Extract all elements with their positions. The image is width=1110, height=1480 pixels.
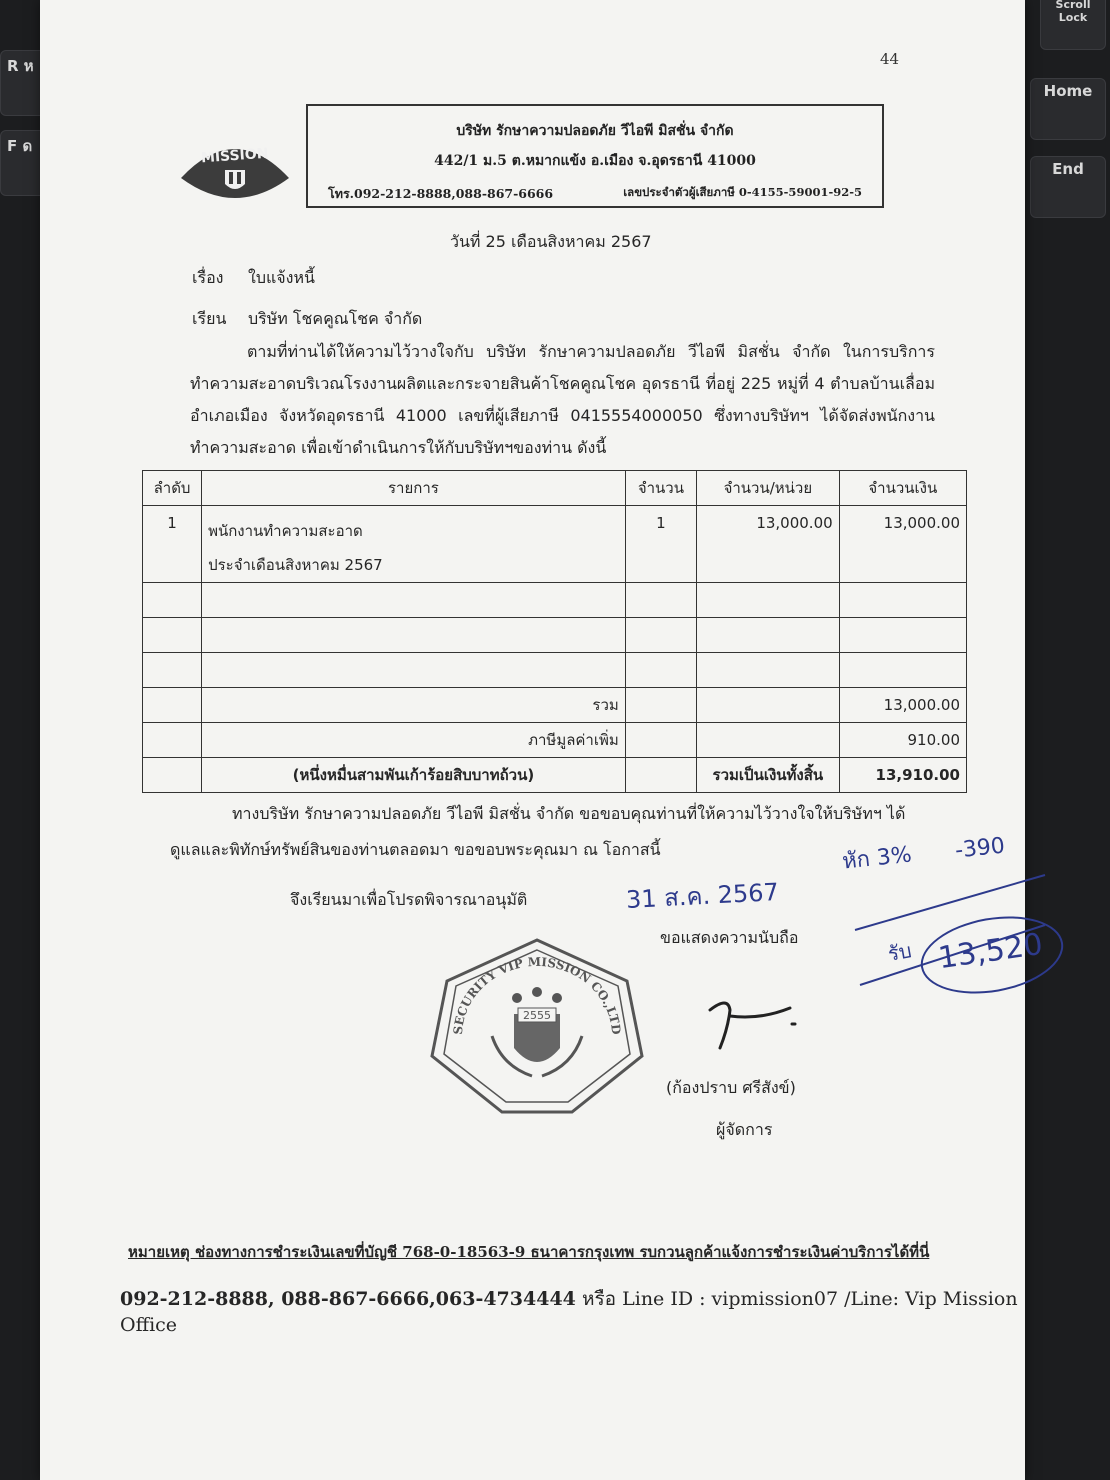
table-header: จำนวนเงิน bbox=[839, 471, 966, 506]
subtotal-value: 13,000.00 bbox=[839, 688, 966, 723]
recipient-value: บริษัท โชคคูณโชค จำกัด bbox=[248, 309, 423, 328]
amount-in-words: (หนึ่งหมื่นสามพันเก้าร้อยสิบบาทถ้วน) bbox=[202, 758, 626, 793]
recipient-label: เรียน bbox=[192, 309, 227, 328]
key-label: End bbox=[1052, 160, 1084, 178]
item-amount: 13,000.00 bbox=[839, 506, 966, 583]
table-header: ลำดับ bbox=[143, 471, 202, 506]
handwritten-received-label: รับ bbox=[886, 938, 914, 966]
keyboard-key-end bbox=[1030, 156, 1106, 218]
vat-label: ภาษีมูลค่าเพิ่ม bbox=[202, 723, 626, 758]
subject-value: ใบแจ้งหนี้ bbox=[248, 268, 315, 287]
keyboard-key-home bbox=[1030, 78, 1106, 140]
signer-name: (ก้องปราบ ศรีสังข์) bbox=[666, 1078, 796, 1097]
keyboard-key-scroll-lock bbox=[1040, 0, 1106, 50]
key-label: Scroll Lock bbox=[1055, 0, 1091, 24]
vat-row bbox=[143, 723, 967, 758]
closing-request: จึงเรียนมาเพื่อโปรดพิจารณาอนุมัติ bbox=[290, 890, 528, 909]
contact-phones: 092-212-8888, 088-867-6666,063-4734444 bbox=[120, 1288, 576, 1310]
handwritten-tax-note: หัก 3% bbox=[840, 842, 913, 875]
company-logo bbox=[175, 130, 295, 210]
item-description-line1: พนักงานทำความสะอาด bbox=[208, 522, 363, 540]
contact-line-id: Line ID : vipmission07 /Line: Vip Mission Office bbox=[120, 1288, 1018, 1336]
item-quantity: 1 bbox=[625, 506, 696, 583]
page-number: 44 bbox=[880, 50, 900, 68]
company-address: 442/1 ม.5 ต.หมากแข้ง อ.เมือง จ.อุดรธานี 41000 bbox=[434, 153, 756, 169]
logo-text: MISSION bbox=[200, 145, 269, 167]
item-number: 1 bbox=[143, 506, 202, 583]
item-description bbox=[202, 506, 626, 583]
body-paragraph: ตามที่ท่านได้ให้ความไว้วางใจกับ บริษัท รักษาความปลอดภัย วีไอพี มิสชั่น จำกัด ในการบริการทำความสะอาดบริเวณโรงงานผลิตและกระจายสินค้าโชคคูณโชค อุดรธานี ที่อยู่ 225 หมู่ที่ 4 ตำบลบ้านเลื่อม อำเภอเมือง จังหวัดอุดรธานี 41000 เลขที่ผู้เสียภาษี 0415554000050 ซึ่งทางบริษัทฯ ได้จัดส่งพนักงานทำความสะอาด เพื่อเข้าดำเนินการให้กับบริษัทฯของท่าน ดังนี้ bbox=[190, 342, 935, 457]
grand-total-label: รวมเป็นเงินทั้งสิ้น bbox=[697, 758, 840, 793]
payment-note: หมายเหตุ ช่องทางการชำระเงินเลขที่บัญชี 768-0-18563-9 ธนาคารกรุงเทพ รบกวนลูกค้าแจ้งการชำระเงินค่าบริการได้ที่นี่ bbox=[128, 1243, 930, 1261]
handwritten-tax-amount: -390 bbox=[953, 833, 1007, 864]
thanks-paragraph: ทางบริษัท รักษาความปลอดภัย วีไอพี มิสชั่น จำกัด ขอขอบคุณท่านที่ให้ความไว้วางใจให้บริษัทฯ ได้ดูแลและพิทักษ์ทรัพย์สินของท่านตลอดมา ขอขอบพระคุณมา ณ โอกาสนี้ bbox=[170, 804, 906, 859]
signer-title: ผู้จัดการ bbox=[716, 1120, 773, 1139]
table-header: รายการ bbox=[202, 471, 626, 506]
handwritten-received-amount: 13,520 bbox=[936, 926, 1045, 977]
key-label: F ด bbox=[7, 137, 33, 155]
company-name: บริษัท รักษาความปลอดภัย วีไอพี มิสชั่น จำกัด bbox=[456, 123, 734, 139]
table-header-row bbox=[143, 471, 967, 506]
company-phone: โทร.092-212-8888,088-867-6666 bbox=[328, 186, 554, 201]
table-row bbox=[143, 506, 967, 583]
item-unit-price: 13,000.00 bbox=[697, 506, 840, 583]
manager-signature bbox=[700, 990, 810, 1050]
grand-total-value: 13,910.00 bbox=[839, 758, 966, 793]
item-description-line2: ประจำเดือนสิงหาคม 2567 bbox=[208, 556, 383, 574]
subject-label: เรื่อง bbox=[192, 268, 224, 287]
table-row-empty bbox=[143, 618, 967, 653]
table-header: จำนวน bbox=[625, 471, 696, 506]
key-label: Home bbox=[1043, 82, 1093, 100]
document-date: วันที่ 25 เดือนสิงหาคม 2567 bbox=[450, 232, 652, 251]
handwritten-date: 31 ส.ค. 2567 bbox=[625, 878, 780, 914]
table-row-empty bbox=[143, 583, 967, 618]
company-tax-id: เลขประจำตัวผู้เสียภาษี 0-4155-59001-92-5 bbox=[623, 185, 862, 199]
seal-text: SECURITY VIP MISSION CO.,LTD bbox=[450, 954, 624, 1036]
contact-or: หรือ bbox=[581, 1288, 617, 1310]
invoice-sheet bbox=[40, 0, 1045, 1480]
table-header: จำนวน/หน่วย bbox=[697, 471, 840, 506]
table-row-empty bbox=[143, 653, 967, 688]
seal-year: 2555 bbox=[523, 1009, 551, 1022]
vat-value: 910.00 bbox=[839, 723, 966, 758]
closing-respect: ขอแสดงความนับถือ bbox=[660, 928, 799, 947]
subtotal-row bbox=[143, 688, 967, 723]
key-label: R ห bbox=[7, 57, 34, 75]
invoice-table bbox=[142, 470, 967, 793]
subtotal-label: รวม bbox=[202, 688, 626, 723]
contact-line bbox=[120, 1284, 1025, 1336]
grand-total-row bbox=[143, 758, 967, 793]
company-header-box bbox=[306, 104, 884, 208]
company-seal-stamp bbox=[422, 936, 652, 1116]
